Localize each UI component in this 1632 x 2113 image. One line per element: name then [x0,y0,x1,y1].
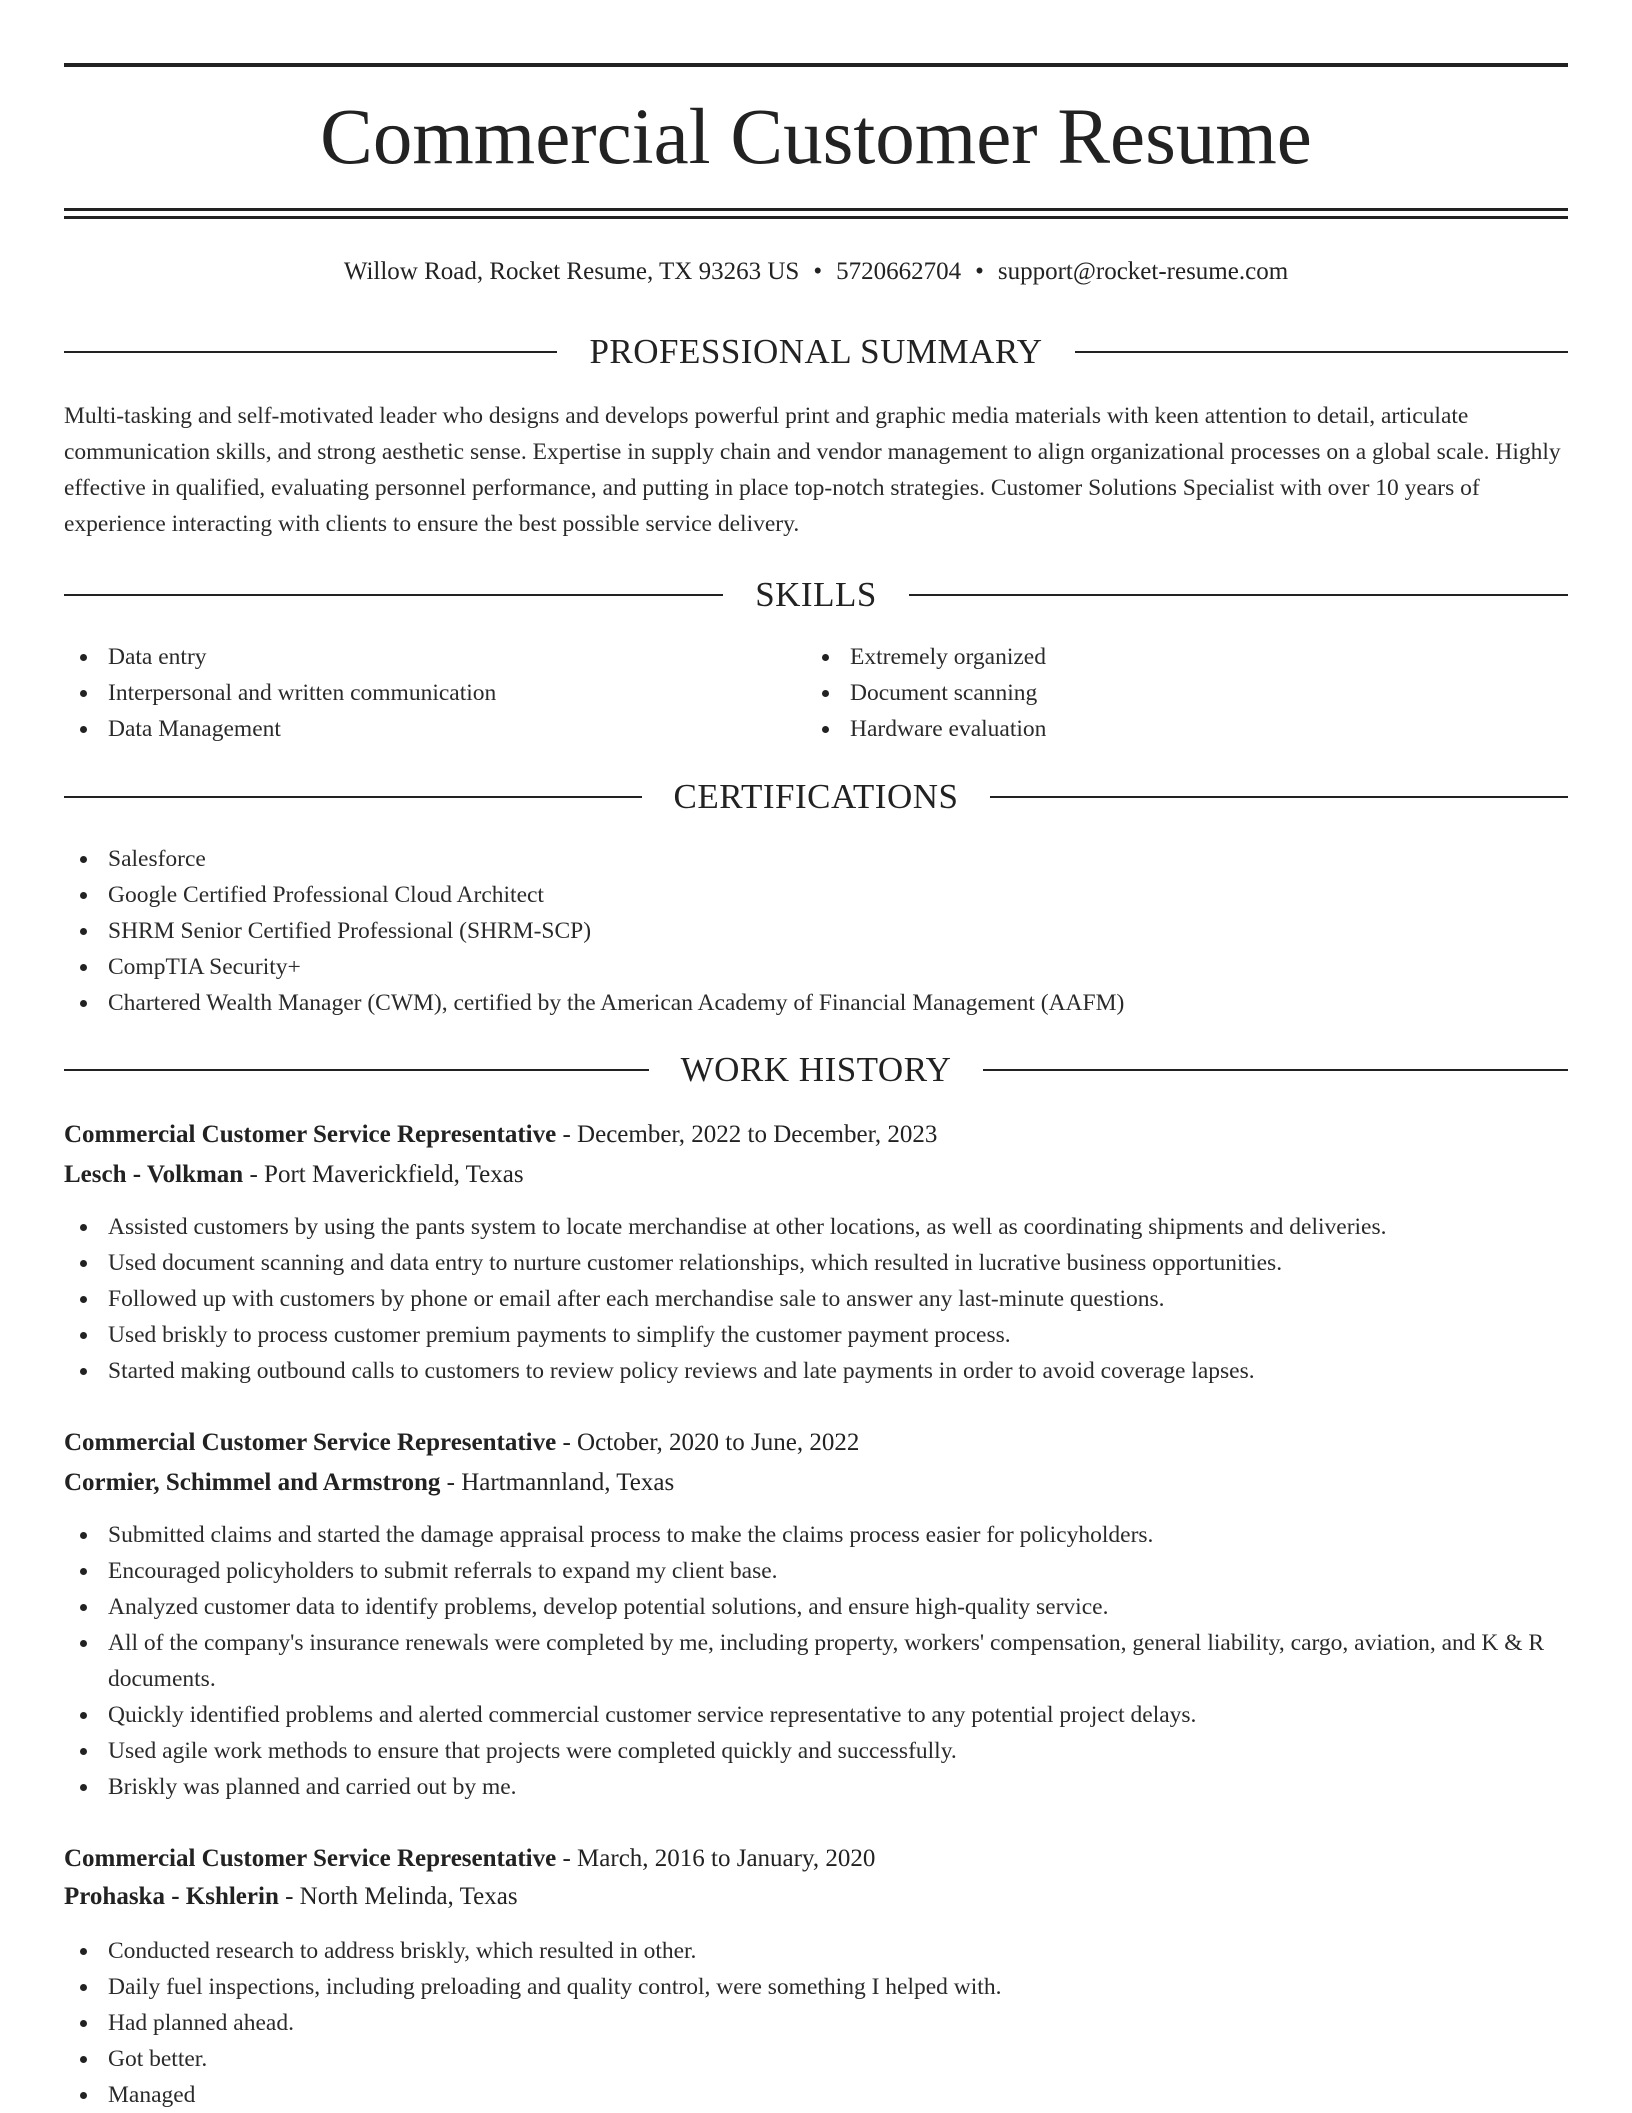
job-company-line [64,1877,1568,1917]
section-rule [909,594,1568,596]
job-bullets [64,1933,1568,2113]
skill-item: Extremely organized [806,639,1566,675]
skill-item: Interpersonal and written communication [64,675,804,711]
section-rule [64,1069,649,1071]
skills-section-header [64,573,1568,617]
job-bullet: Encouraged policyholders to submit referrals to expand my client base. [64,1553,1568,1589]
section-rule [983,1069,1568,1071]
work-history-heading: WORK HISTORY [680,1050,952,1089]
job-bullet: Followed up with customers by phone or email after each merchandise sale to answer any last-minute questions. [64,1281,1568,1317]
job-bullet: Started making outbound calls to customers to review policy reviews and late payments in order to avoid coverage lapses. [64,1353,1568,1389]
title-rule-upper [64,208,1568,211]
skill-item: Data Management [64,711,804,747]
job-title: Commercial Customer Service Representative [64,1845,557,1872]
skill-item: Hardware evaluation [806,711,1566,747]
job-location: - North Melinda, Texas [278,1883,518,1910]
job-bullets [64,1209,1568,1389]
section-rule [64,351,557,353]
contact-separator: • [975,258,984,285]
job-bullets [64,1517,1568,1805]
job-dates: - December, 2022 to December, 2023 [556,1121,938,1148]
work-history-section-header [64,1048,1568,1092]
job-bullet: Managed [64,2077,1568,2113]
section-rule [64,594,723,596]
certifications-heading: CERTIFICATIONS [673,777,959,816]
job-bullet: Quickly identified problems and alerted commercial customer service representative to any potential project delays. [64,1697,1568,1733]
job-bullet: Assisted customers by using the pants system to locate merchandise at other locations, as well as coordinating shipments and deliveries. [64,1209,1568,1245]
job-bullet: Submitted claims and started the damage appraisal process to make the claims process easier for policyholders. [64,1517,1568,1553]
skills-list-right [806,639,1566,747]
contact-line [64,252,1568,292]
section-rule [64,796,642,798]
skills-heading: SKILLS [755,575,877,614]
job-bullet: Analyzed customer data to identify problems, develop potential solutions, and ensure high-quality service. [64,1589,1568,1625]
job-title-line [64,1839,1568,1879]
top-rule [64,63,1568,67]
skill-item: Data entry [64,639,804,675]
contact-separator: • [813,258,823,285]
summary-section-header [64,330,1568,374]
certification-item: Chartered Wealth Manager (CWM), certified by the American Academy of Financial Management (AAFM) [64,985,1568,1021]
section-rule [1075,351,1568,353]
job-bullet: Conducted research to address briskly, which resulted in other. [64,1933,1568,1969]
resume-title: Commercial Customer Resume [320,94,1312,181]
job-bullet: All of the company's insurance renewals were completed by me, including property, workers' compensation, general liability, cargo, aviation, and K & R documents. [64,1625,1568,1697]
job-dates: - October, 2020 to June, 2022 [556,1429,860,1456]
job-company-line [64,1155,1568,1195]
job-company: Prohaska - Kshlerin [64,1883,279,1910]
job-bullet: Used document scanning and data entry to nurture customer relationships, which resulted in lucrative business opportunities. [64,1245,1568,1281]
job-bullet: Had planned ahead. [64,2005,1568,2041]
skills-list-left [64,639,804,747]
job-title-line [64,1423,1568,1463]
summary-heading: PROFESSIONAL SUMMARY [589,332,1043,371]
job-bullet: Used briskly to process customer premium payments to simplify the customer payment process. [64,1317,1568,1353]
skill-item: Document scanning [806,675,1566,711]
contact-phone: 5720662704 [836,258,962,285]
job-bullet: Daily fuel inspections, including preloading and quality control, were something I helped with. [64,1969,1568,2005]
job-bullet: Briskly was planned and carried out by me. [64,1769,1568,1805]
job-company-line [64,1463,1568,1503]
job-title: Commercial Customer Service Representative [64,1121,557,1148]
certification-item: CompTIA Security+ [64,949,1568,985]
job-company: Cormier, Schimmel and Armstrong [64,1469,441,1496]
job-title-line [64,1115,1568,1155]
job-company: Lesch - Volkman [64,1161,244,1188]
section-rule [990,796,1568,798]
job-bullet: Used agile work methods to ensure that projects were completed quickly and successfully. [64,1733,1568,1769]
job-location: - Hartmannland, Texas [440,1469,675,1496]
job-title: Commercial Customer Service Representative [64,1429,557,1456]
certifications-section-header [64,775,1568,819]
summary-text: Multi-tasking and self-motivated leader who designs and develops powerful print and graphic media materials with keen attention to detail, articulate communication skills, and strong aesthetic sense. Expertise in supply chain and vendor management to align organizational processes on a global scale. Highly effective in qualified, evaluating personnel performance, and putting in place top-notch strategies. Customer Solutions Specialist with over 10 years of experience interacting with clients to ensure the best possible service delivery. [64,403,1561,537]
certifications-list [64,841,1568,1021]
certification-item: Google Certified Professional Cloud Architect [64,877,1568,913]
title-rule-lower [64,216,1568,219]
job-dates: - March, 2016 to January, 2020 [556,1845,876,1872]
certification-item: SHRM Senior Certified Professional (SHRM-SCP) [64,913,1568,949]
contact-address: Willow Road, Rocket Resume, TX 93263 US [343,258,800,285]
job-location: - Port Maverickfield, Texas [243,1161,524,1188]
certification-item: Salesforce [64,841,1568,877]
job-bullet: Got better. [64,2041,1568,2077]
contact-email: support@rocket-resume.com [997,258,1289,285]
